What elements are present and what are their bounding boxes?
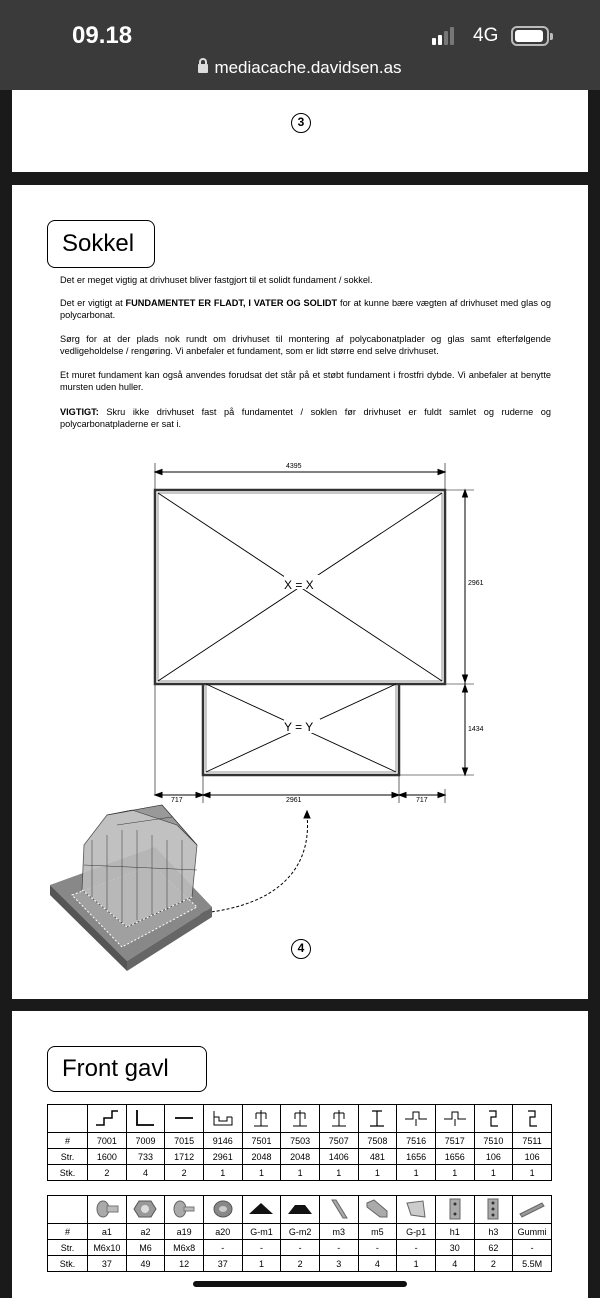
paragraph-3: Sørg for at der plads nok rundt om drivhuset til montering af polycabonatplader og glas samt efterfølgende vedligeholdelse / rengøring. Vi anbefaler et fundament, som er lidt større end selve drivhuset.	[60, 334, 551, 356]
paragraph-5: VIGTIGT: Skru ikke drivhuset fast på fundamentet / soklen før drivhuset er fuldt samlet og ruderne og polycarbonatpladerne er sat i.	[60, 407, 551, 429]
profile-icon	[435, 1105, 474, 1133]
dimension-height-extension: 1434	[468, 726, 484, 733]
profile-icon	[203, 1105, 242, 1133]
paragraph-4: Et muret fundament kan også anvendes forudsat det står på et støbt fundament i frostfri dybde. Vi anbefaler at benytte mursten uden huller.	[60, 370, 551, 392]
lock-icon	[198, 64, 208, 73]
profile-icon	[513, 1105, 552, 1133]
section-title: Sokkel	[47, 220, 155, 268]
profile-icon	[474, 1105, 513, 1133]
table-row: # 7001 7009 7015 9146 7501 7503 7507 7508 7516 7517 7510 7511	[48, 1133, 552, 1149]
home-indicator[interactable]	[193, 1281, 407, 1287]
profile-icon	[88, 1105, 127, 1133]
nut-icon	[126, 1196, 165, 1224]
rubber-strip-icon	[513, 1196, 552, 1224]
step-number-badge: 4	[291, 939, 311, 959]
status-bar	[0, 0, 600, 90]
table-row: Str. M6x10 M6 M6x8 - - - - - - 30 62 -	[48, 1240, 552, 1256]
table-row	[48, 1105, 552, 1133]
profile-icon	[319, 1105, 358, 1133]
foundation-diagram	[12, 185, 588, 999]
hinge-icon	[435, 1196, 474, 1224]
section-title: Front gavl	[47, 1046, 207, 1092]
battery-icon	[511, 26, 549, 46]
url-text: mediacache.davidsen.as	[214, 58, 402, 77]
strip-icon	[319, 1196, 358, 1224]
table-row: Str. 1600 733 1712 2961 2048 2048 1406 481 1656 1656 106 106	[48, 1149, 552, 1165]
parts-table-hardware	[47, 1195, 552, 1272]
paragraph-2: Det er vigtigt at FUNDAMENTET ER FLADT, I VATER OG SOLIDT for at kunne bære vægten af drivhuset med glas og polycarbonat.	[60, 298, 551, 320]
paragraph-1: Det er meget vigtig at drivhuset bliver fastgjort til et solidt fundament / sokkel.	[60, 275, 373, 285]
profile-icon	[397, 1105, 436, 1133]
diagonal-label-extension: Y = Y	[284, 720, 314, 734]
screw-icon	[165, 1196, 204, 1224]
hinge-icon	[474, 1196, 513, 1224]
clock: 09.18	[72, 22, 133, 49]
dimension-height-main: 2961	[468, 580, 484, 587]
profile-icon	[358, 1105, 397, 1133]
table-row	[48, 1196, 552, 1224]
bolt-icon	[88, 1196, 127, 1224]
dimension-bottom-right: 717	[416, 797, 428, 804]
table-row: Stk. 2 4 2 1 1 1 1 1 1 1 1 1	[48, 1165, 552, 1181]
network-type: 4G	[473, 25, 499, 46]
address-bar[interactable]	[0, 58, 600, 78]
step-number-badge: 3	[291, 113, 311, 133]
glazing-plate-icon	[281, 1196, 320, 1224]
profile-icon	[165, 1105, 204, 1133]
corner-plate-icon	[397, 1196, 436, 1224]
greenhouse-illustration-icon	[50, 805, 212, 971]
document-page-sokkel	[12, 185, 588, 999]
parts-table-profiles	[47, 1104, 552, 1181]
washer-icon	[203, 1196, 242, 1224]
profile-icon	[126, 1105, 165, 1133]
dimension-bottom-middle: 2961	[286, 797, 302, 804]
dimension-top-width: 4395	[286, 463, 302, 470]
profile-icon	[281, 1105, 320, 1133]
table-row: # a1 a2 a19 a20 G-m1 G-m2 m3 m5 G-p1 h1 h3 Gummi	[48, 1224, 552, 1240]
diagonal-label-main: X = X	[284, 578, 314, 592]
glazing-plate-icon	[242, 1196, 281, 1224]
document-page-previous	[12, 90, 588, 172]
dimension-bottom-left: 717	[171, 797, 183, 804]
table-row: Stk. 37 49 12 37 1 2 3 4 1 4 2 5.5M	[48, 1256, 552, 1272]
profile-icon	[242, 1105, 281, 1133]
document-page-front-gavl	[12, 1011, 588, 1298]
bracket-icon	[358, 1196, 397, 1224]
battery-tip	[550, 33, 553, 40]
